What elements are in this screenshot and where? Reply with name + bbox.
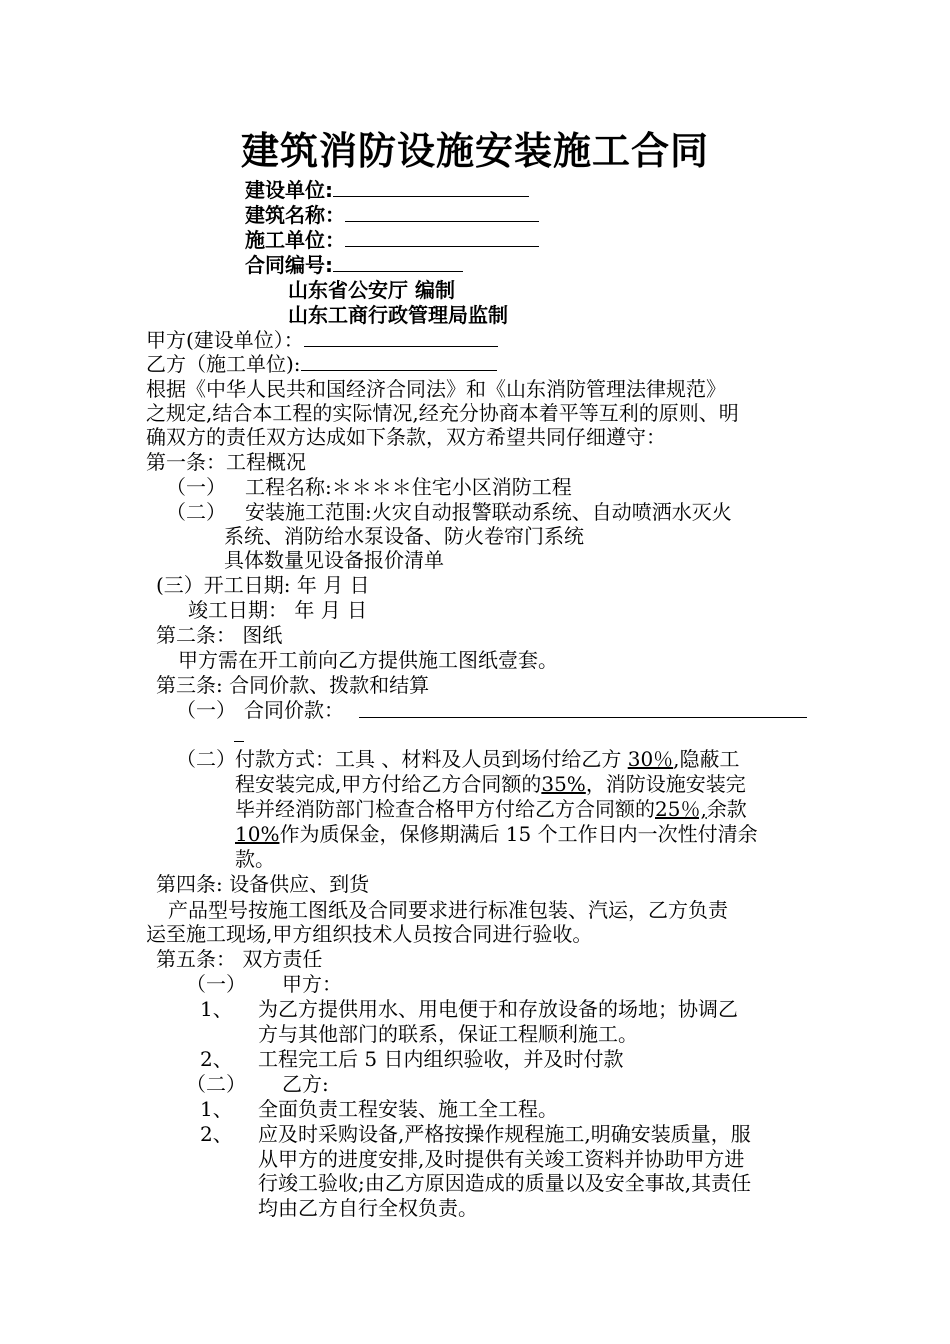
payment-percent: 35% bbox=[541, 772, 586, 796]
party-a-duties-number: （一） bbox=[186, 972, 246, 996]
contract-no-field bbox=[245, 253, 463, 277]
page-title: 建筑消防设施安装施工合同 bbox=[240, 129, 709, 173]
payment-terms-line bbox=[235, 822, 758, 846]
payment-terms-line bbox=[235, 797, 747, 821]
duty-line: 行竣工验收;由乙方原因造成的质量以及安全事故,其责任 bbox=[258, 1171, 752, 1195]
payment-terms-line bbox=[235, 772, 746, 796]
building-name-blank bbox=[345, 203, 539, 222]
building-name-field bbox=[245, 203, 539, 227]
construction-unit-label: 建设单位: bbox=[245, 178, 333, 202]
contract-no-blank bbox=[333, 253, 463, 272]
payment-percent: 10% bbox=[235, 822, 280, 846]
end-date: 竣工日期： 年 月 日 bbox=[188, 598, 368, 622]
article4-heading: 第四条: 设备供应、到货 bbox=[156, 872, 370, 896]
party-a-duties-label: 甲方： bbox=[282, 972, 342, 996]
duty-line: 应及时采购设备,严格按操作规程施工,明确安装质量，服 bbox=[258, 1122, 751, 1146]
payment-text: ,隐蔽工 bbox=[673, 747, 740, 771]
party-b-label: 乙方（施工单位): bbox=[146, 352, 301, 376]
party-b-duties-label: 乙方: bbox=[282, 1072, 329, 1096]
payment-text: ，消防设施安装完 bbox=[585, 772, 746, 796]
contractor-unit-label: 施工单位： bbox=[245, 228, 345, 252]
duty-number: 1、 bbox=[200, 1097, 233, 1121]
article1-item1-number: （一） bbox=[166, 475, 226, 499]
preamble-line: 之规定,结合本工程的实际情况,经充分协商本着平等互利的原则、明 bbox=[146, 401, 739, 425]
payment-text: 付款方式：工具 、材料及人员到场付给乙方 bbox=[235, 747, 622, 771]
payment-text: 余款 bbox=[706, 797, 747, 821]
article3-item1-number: （一） bbox=[176, 698, 236, 722]
party-a-field bbox=[146, 328, 498, 352]
contract-no-label: 合同编号: bbox=[245, 253, 333, 277]
payment-percent: 30％ bbox=[627, 747, 674, 771]
party-a-blank bbox=[304, 328, 498, 347]
contractor-unit-blank bbox=[345, 228, 539, 247]
contract-price-label: 合同价款： bbox=[244, 698, 344, 722]
article1-item2-line: 系统、消防给水泵设备、防火卷帘门系统 bbox=[224, 524, 584, 548]
party-b-blank bbox=[301, 352, 497, 371]
duty-line: 均由乙方自行全权负责。 bbox=[258, 1196, 478, 1220]
article1-item2-line: 安装施工范围:火灾自动报警联动系统、自动喷洒水灭火 bbox=[245, 500, 732, 524]
article5-heading: 第五条： 双方责任 bbox=[156, 947, 323, 971]
article1-item2-line: 具体数量见设备报价清单 bbox=[224, 548, 444, 572]
payment-percent: 25％, bbox=[655, 797, 707, 821]
party-b-duties-number: （二） bbox=[186, 1072, 246, 1096]
payment-text: 作为质保金，保修期满后 15 个工作日内一次性付清余 bbox=[279, 822, 758, 846]
article3-item2-number: （二） bbox=[176, 747, 236, 771]
duty-number: 1、 bbox=[200, 997, 233, 1021]
article3-heading: 第三条: 合同价款、拨款和结算 bbox=[156, 673, 430, 697]
duty-line: 工程完工后 5 日内组织验收，并及时付款 bbox=[258, 1047, 624, 1071]
duty-line: 从甲方的进度安排,及时提供有关竣工资料并协助甲方进 bbox=[258, 1147, 745, 1171]
construction-unit-blank bbox=[333, 178, 529, 197]
contractor-unit-field bbox=[245, 228, 539, 252]
duty-line: 方与其他部门的联系，保证工程顺利施工。 bbox=[258, 1022, 638, 1046]
preamble-line: 确双方的责任双方达成如下条款，双方希望共同仔细遵守： bbox=[146, 425, 666, 449]
article1-heading: 第一条：工程概况 bbox=[146, 450, 306, 474]
duty-number: 2、 bbox=[200, 1047, 233, 1071]
contract-price-blank-continued bbox=[234, 741, 244, 742]
duty-line: 为乙方提供用水、用电便于和存放设备的场地；协调乙 bbox=[258, 997, 738, 1021]
compiled-by: 山东省公安厅 编制 bbox=[288, 278, 455, 302]
article2-heading: 第二条： 图纸 bbox=[156, 623, 283, 647]
payment-text: 程安装完成,甲方付给乙方合同额的 bbox=[235, 772, 542, 796]
construction-unit-field bbox=[245, 178, 529, 202]
payment-terms-line bbox=[235, 747, 740, 771]
payment-text: 毕并经消防部门检查合格甲方付给乙方合同额的 bbox=[235, 797, 655, 821]
article4-line: 产品型号按施工图纸及合同要求进行标准包装、汽运，乙方负责 bbox=[168, 898, 728, 922]
party-b-field bbox=[146, 352, 497, 376]
article1-item1-text: 工程名称:＊＊＊＊住宅小区消防工程 bbox=[245, 475, 572, 499]
duty-line: 全面负责工程安装、施工全工程。 bbox=[258, 1097, 558, 1121]
article1-item2-number: （二） bbox=[166, 500, 226, 524]
supervised-by: 山东工商行政管理局监制 bbox=[288, 303, 508, 327]
building-name-label: 建筑名称： bbox=[245, 203, 345, 227]
article4-line: 运至施工现场,甲方组织技术人员按合同进行验收。 bbox=[146, 922, 593, 946]
start-date: (三）开工日期: 年 月 日 bbox=[156, 573, 370, 597]
duty-number: 2、 bbox=[200, 1122, 233, 1146]
contract-price-blank bbox=[359, 717, 807, 718]
preamble-line: 根据《中华人民共和国经济合同法》和《山东消防管理法律规范》 bbox=[146, 377, 726, 401]
payment-terms-line: 款。 bbox=[235, 847, 275, 871]
party-a-label: 甲方(建设单位）： bbox=[146, 328, 304, 352]
article2-text: 甲方需在开工前向乙方提供施工图纸壹套。 bbox=[178, 648, 558, 672]
